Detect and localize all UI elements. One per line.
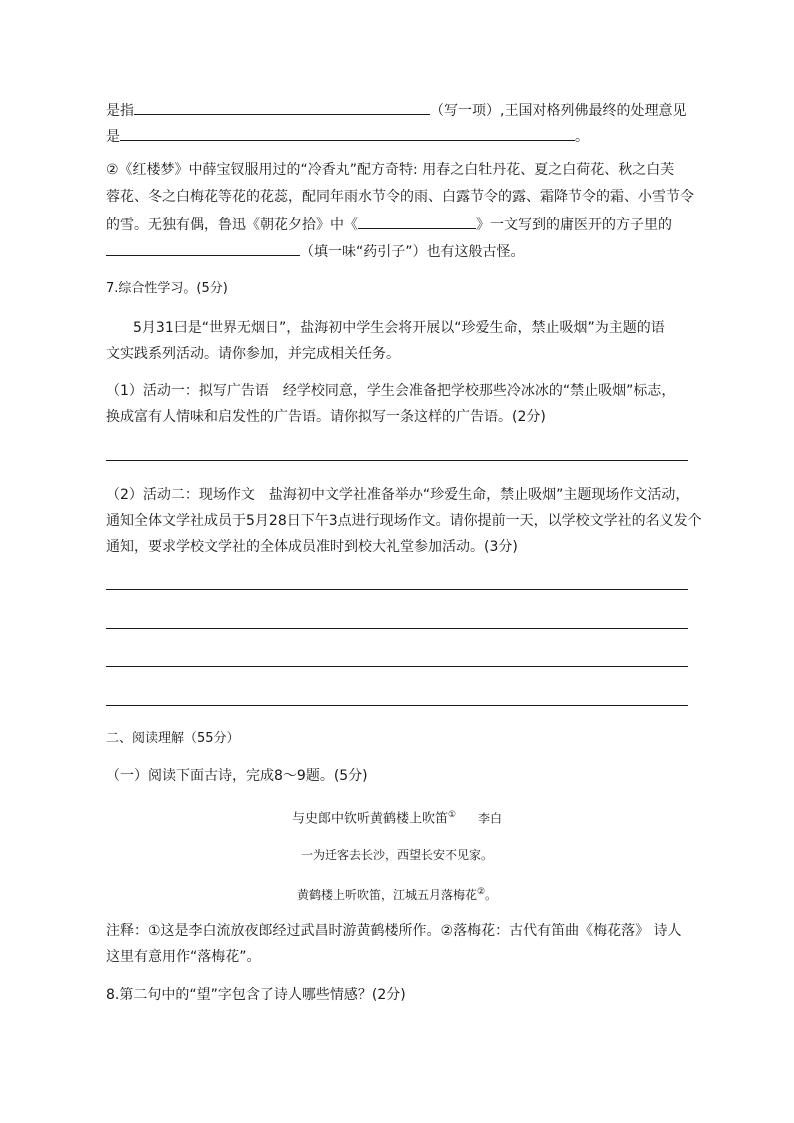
poem-line2-end: 。	[485, 888, 498, 902]
q6-part2-line3-post: 》一文写到的庸医开的方子里的	[476, 217, 672, 233]
answer-line[interactable]	[106, 666, 688, 667]
answer-blank[interactable]	[120, 126, 575, 141]
answer-line[interactable]	[106, 705, 688, 706]
q6-line1	[106, 100, 686, 121]
q7-intro-line1: 5月31曰是“世界无烟日”，盐海初中学生会将开展以“珍爱生命，禁止吸烟”为主题的语	[133, 320, 665, 336]
answer-blank[interactable]	[106, 241, 300, 256]
q6-part2-line4-post: （填一味“药引子”）也有这般古怪。	[300, 244, 525, 260]
q6-line1-pre: 是指	[106, 103, 134, 119]
answer-blank[interactable]	[134, 100, 430, 115]
q6-part2-line2: 蓉花、冬之白梅花等花的花蕊，配同年雨水节令的雨、白露节令的露、霜降节令的霜、小雪节令	[106, 189, 694, 205]
answer-blank[interactable]	[358, 214, 476, 229]
poem-line1: 一为迁客去长沙，西望长安不见家。	[300, 848, 493, 862]
q6-part2-line3	[106, 214, 672, 235]
q6-line2-pre: 是	[106, 129, 120, 145]
section2-heading: 二、阅读理解（55分）	[106, 731, 240, 746]
answer-line[interactable]	[106, 628, 688, 629]
q7-act2-line2: 通知全体文学社成员于5月28日下午3点进行现场作文。请你提前一天，以学校文学社的名义发个	[106, 513, 702, 529]
poem-title-line	[0, 805, 794, 829]
poem-line2-wrap	[0, 882, 794, 905]
poem-title-note: ①	[447, 810, 457, 820]
notes-line1: 注释：①这是李白流放夜郎经过武昌时游黄鹤楼所作。②落梅花：古代有笛曲《梅花落》 诗人	[106, 923, 682, 939]
poem-line2: 黄鹤楼上听吹笛，江城五月落梅花	[296, 888, 477, 902]
q7-act2-line1: （2）活动二：现场作文 盐海初中文学社准备举办“珍爱生命，禁止吸烟”主题现场作文活动，	[106, 487, 690, 503]
q7-intro-line2: 文实践系列活动。请你参加，并完成相关任务。	[106, 346, 400, 362]
answer-line[interactable]	[106, 460, 688, 461]
q7-act2-line3: 通知，要求学校文学社的全体成员准时到校大礼堂参加活动。(3分)	[106, 539, 518, 555]
q6-line2	[106, 126, 589, 147]
q6-part2-line4	[106, 241, 525, 262]
q6-line1-post: （写一项）,王国对格列佛最终的处理意见	[430, 103, 687, 119]
q6-line2-post: 。	[575, 129, 589, 145]
q7-heading: 7.综合性学习。(5分)	[106, 281, 228, 296]
q6-part2-line1: ②《红楼梦》中薛宝钗服用过的“冷香丸”配方奇特: 用春之白牡丹花、夏之白荷花、秋之白芙	[106, 162, 675, 178]
q7-act1-line1: （1）活动一：拟写广告语 经学校同意，学生会准备把学校那些冷冰冰的“禁止吸烟”标志，	[106, 383, 676, 399]
poem-line2-note: ②	[476, 887, 486, 897]
q8-text: 8.第二句中的“望”字包含了诗人哪些情感？(2分)	[106, 987, 406, 1003]
poem-author: 李白	[478, 811, 503, 826]
answer-line[interactable]	[106, 589, 688, 590]
poem-title: 与史郎中钦听黄鹤楼上吹笛	[291, 811, 448, 827]
section2-sub1: （一）阅读下面古诗，完成8～9题。(5分)	[106, 768, 368, 784]
notes-line2: 这里有意用作“落梅花”。	[106, 949, 261, 965]
q6-part2-line3-pre: 的雪。无独有偶，鲁迅《朝花夕拾》中《	[106, 217, 358, 233]
q7-act1-line2: 换成富有人情味和启发性的广告语。请你拟写一条这样的广告语。(2分)	[106, 409, 546, 425]
